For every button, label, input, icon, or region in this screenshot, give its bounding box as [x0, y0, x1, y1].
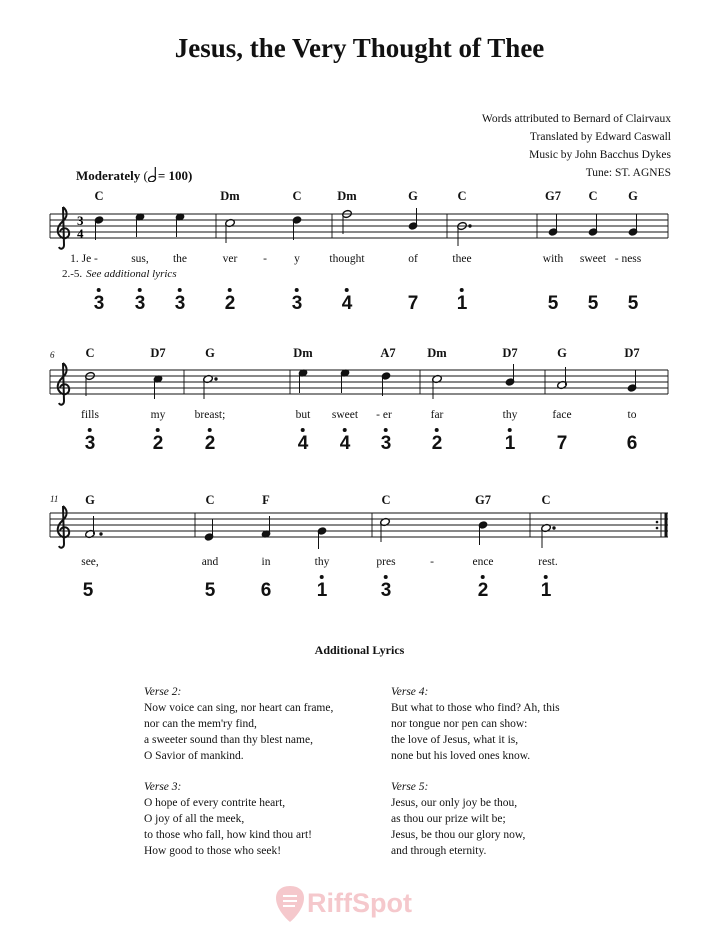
scale-degree: 2	[225, 288, 236, 315]
verse-line: a sweeter sound than thy blest name,	[144, 734, 313, 746]
chord: D7	[150, 346, 166, 360]
scale-degree: 3	[85, 428, 96, 455]
treble-clef-icon	[58, 363, 69, 405]
scale-degree: 5	[204, 580, 216, 601]
verse-line: O hope of every contrite heart,	[144, 797, 286, 809]
treble-clef-icon	[58, 207, 69, 249]
lyric: far	[430, 409, 444, 421]
verse-line: But what to those who find? Ah, this	[391, 702, 560, 714]
lyric: of	[408, 253, 418, 265]
chord: G7	[545, 189, 561, 203]
chord: C	[94, 189, 104, 203]
verse-line: Jesus, our only joy be thou,	[391, 797, 518, 809]
verse-label-text: See additional lyrics	[86, 268, 177, 280]
chord: D7	[624, 346, 640, 360]
lyric: sweet	[579, 253, 607, 265]
page-title: Jesus, the Very Thought of Thee	[174, 33, 545, 63]
verse-line: O joy of all the meek,	[144, 813, 245, 825]
verse-line: How good to those who seek!	[144, 845, 282, 857]
scale-degree: 5	[627, 293, 639, 314]
scale-degree: 7	[407, 293, 419, 314]
lyric: but	[295, 409, 311, 421]
scale-degree: 5	[587, 293, 599, 314]
scale-degree: 6	[260, 580, 272, 601]
guitar-pick-icon	[275, 884, 305, 924]
staff-system-3	[50, 506, 668, 549]
lyric: -	[263, 253, 267, 265]
lyric: my	[150, 409, 166, 421]
lyric: thy	[502, 409, 518, 421]
scale-degree: 3	[175, 288, 186, 315]
lyric: pres	[376, 556, 396, 568]
lyric: breast;	[194, 409, 226, 421]
staff-system-2	[50, 363, 668, 405]
additional-lyrics-title: Additional Lyrics	[314, 643, 405, 657]
verse-line: none but his loved ones know.	[391, 750, 531, 762]
chord: G	[85, 493, 95, 507]
verse-block	[144, 684, 333, 764]
scale-degree: 2	[205, 428, 216, 455]
chord: G	[408, 189, 418, 203]
lyric: sweet	[331, 409, 359, 421]
time-signature-top: 3	[77, 213, 84, 228]
verse-line: O Savior of mankind.	[144, 750, 244, 762]
scale-degree: 6	[626, 433, 638, 454]
lyric: see,	[81, 556, 99, 568]
chord: C	[205, 493, 215, 507]
verse-range: 2.-5.	[62, 268, 83, 280]
scale-degree: 3	[135, 288, 146, 315]
scale-degree: 3	[94, 288, 105, 315]
chord: G	[205, 346, 215, 360]
lyric: 1. Je -	[70, 253, 98, 265]
chord: C	[381, 493, 391, 507]
measure-number: 11	[50, 494, 59, 504]
lyric: to	[627, 409, 637, 421]
tempo-value: = 100	[157, 168, 189, 183]
lyric: -	[430, 556, 434, 568]
scale-degree: 2	[478, 575, 489, 602]
scale-degree: 3	[381, 575, 392, 602]
verse-line: nor tongue nor pen can show:	[391, 718, 528, 730]
chord: C	[541, 493, 551, 507]
chord: C	[457, 189, 467, 203]
lyric: y	[294, 253, 300, 265]
lyric: thought	[329, 253, 365, 265]
credit-words: Words attributed to Bernard of Clairvaux	[481, 113, 671, 125]
lyric: face	[552, 409, 572, 421]
measure-number: 6	[50, 350, 55, 360]
verse-line: Jesus, be thou our glory now,	[391, 829, 526, 841]
lyric: thee	[452, 253, 472, 265]
chord: G7	[475, 493, 491, 507]
chord: F	[262, 493, 270, 507]
scale-degree: 1	[541, 575, 552, 602]
lyric: with	[542, 253, 564, 265]
verse-label: Verse 2:	[144, 686, 182, 698]
scale-degree: 4	[342, 288, 353, 315]
chord: Dm	[220, 189, 240, 203]
verse-line: Now voice can sing, nor heart can frame,	[144, 702, 334, 714]
lyric: - ness	[614, 253, 642, 265]
lyric: fills	[81, 409, 99, 421]
verse-line: and through eternity.	[391, 845, 487, 857]
scale-degree: 1	[457, 288, 468, 315]
lyric: rest.	[538, 556, 558, 568]
scale-degree: 1	[317, 575, 328, 602]
credit-music: Music by John Bacchus Dykes	[529, 149, 671, 161]
verse-label: Verse 3:	[144, 781, 182, 793]
verse-line: to those who fall, how kind thou art!	[144, 829, 313, 841]
scale-degree: 2	[432, 428, 443, 455]
scale-degree: 3	[381, 428, 392, 455]
tempo-label: Moderately	[76, 168, 141, 183]
additional-verses-label	[62, 268, 177, 280]
chord: D7	[502, 346, 518, 360]
scale-degree: 5	[547, 293, 559, 314]
chord: A7	[380, 346, 396, 360]
staff-system-1	[50, 207, 668, 249]
verse-line: as thou our prize wilt be;	[391, 813, 506, 825]
verse-block	[391, 779, 525, 859]
treble-clef-icon	[58, 506, 69, 548]
scale-degree: 4	[340, 428, 351, 455]
chord: G	[628, 189, 638, 203]
chord: C	[588, 189, 598, 203]
lyric: thy	[314, 556, 330, 568]
scale-degree: 2	[153, 428, 164, 455]
riffspot-logo	[275, 882, 445, 926]
lyric: the	[172, 253, 188, 265]
chord: Dm	[293, 346, 313, 360]
chord: C	[292, 189, 302, 203]
lyric: ver	[222, 253, 238, 265]
verse-label: Verse 5:	[391, 781, 429, 793]
chord: Dm	[427, 346, 447, 360]
scale-degree: 1	[505, 428, 516, 455]
verse-block	[391, 684, 560, 764]
lyric: in	[261, 556, 271, 568]
lyric: sus,	[131, 253, 149, 265]
verse-block	[144, 779, 312, 859]
credit-translation: Translated by Edward Caswall	[529, 131, 671, 143]
verse-label: Verse 4:	[391, 686, 429, 698]
chord: C	[85, 346, 95, 360]
lyric: - er	[376, 409, 392, 421]
lyric: and	[201, 556, 219, 568]
verse-line: the love of Jesus, what it is,	[391, 734, 519, 746]
chord: Dm	[337, 189, 357, 203]
tempo-marking: Moderately ( = 100)	[76, 168, 193, 183]
scale-degree: 7	[556, 433, 568, 454]
scale-degree: 4	[298, 428, 309, 455]
scale-degree: 5	[82, 580, 94, 601]
credit-tune: Tune: ST. AGNES	[585, 167, 671, 179]
time-signature-bottom: 4	[77, 226, 84, 241]
lyric: ence	[472, 556, 494, 568]
chord: G	[557, 346, 567, 360]
scale-degree: 3	[292, 288, 303, 315]
verse-line: nor can the mem'ry find,	[144, 718, 257, 730]
logo-text: RiffSpot	[307, 888, 412, 918]
